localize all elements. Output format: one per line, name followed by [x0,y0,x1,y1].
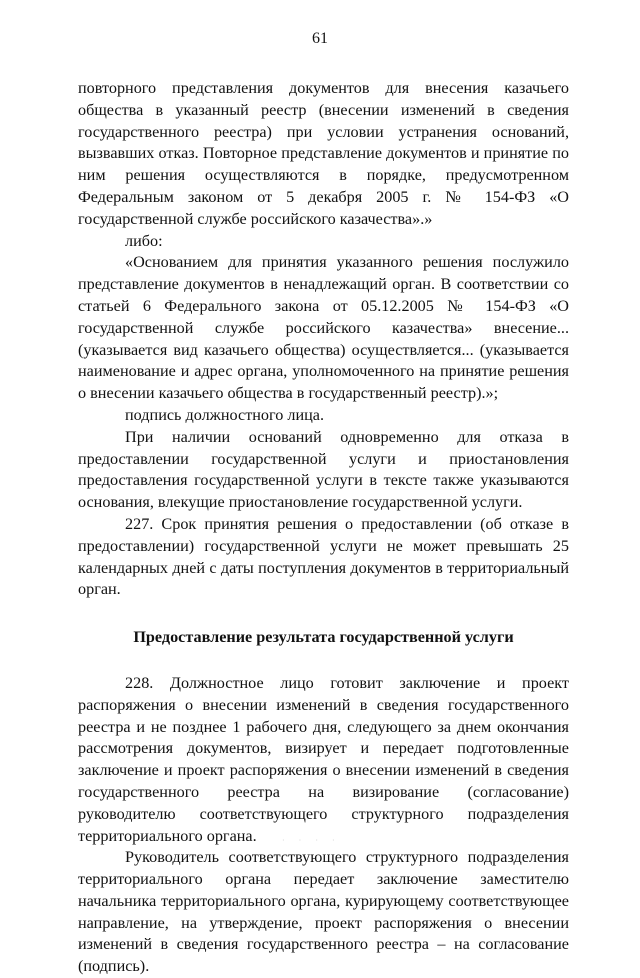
paragraph-basis-quote: «Основанием для принятия указанного решения послужило представление документов в ненадлежащий орган. В соответствии со статьей 6 Федерального закона от 05.12.2005 № 154-ФЗ «О государственной службе российского казачества» внесение... (указывается вид казачьего общества) осуществляется... (указывается наименование и адрес органа, уполномоченного на принятие решения о внесении казачьего общества в государственный реестр).»; [78,253,569,403]
page-number: 61 [312,30,328,47]
paragraph-continuation: повторного представления документов для внесения казачьего общества в указанный реестр (внесении изменений в сведения государственного реестра) при условии устранения оснований, вызвавших отказ. Повторное представление документов и принятие по ним решения осуществляются в порядке, предусмотренном Федеральным законом от 5 декабря 2005 г. № 154-ФЗ «О государственной службе российского казачества».» [78,79,569,228]
paragraph-signature: подпись должностного лица. [125,405,325,424]
paragraph-head-of-unit: Руководитель соответствующего структурного подразделения территориального органа передает заключение заместителю начальника территориального органа, курирующему соответствующее направление, на утверждение, проект распоряжения о внесении изменений в сведения государственного реестра – на согласование (подпись). [78,848,569,976]
paragraph-either: либо: [125,231,163,250]
paragraph-228: 228. Должностное лицо готовит заключение и проект распоряжения о внесении изменений в сведения государственного реестра и не позднее 1 рабочего дня, следующего за днем окончания рассмотрения документов, визирует и передает подготовленные заключение и проект распоряжения о внесении изменений в сведения государственного реестра на визирование (согласование) руководителю соответствующего структурного подразделения территориального органа. [78,673,569,845]
paragraph-227: 227. Срок принятия решения о предоставлении (об отказе в предоставлении) государственной услуги не может превышать 25 календарных дней с даты поступления документов в территориальный орган. [78,514,569,599]
section-heading: Предоставление результата государственной услуги [133,628,514,647]
paragraph-grounds: При наличии оснований одновременно для отказа в предоставлении государственной услуги и приостановления предоставления государственной услуги в тексте также указываются основания, влекущие приостановление государственной услуги. [78,427,569,512]
scan-artifact-dots: · · · · [282,836,341,845]
